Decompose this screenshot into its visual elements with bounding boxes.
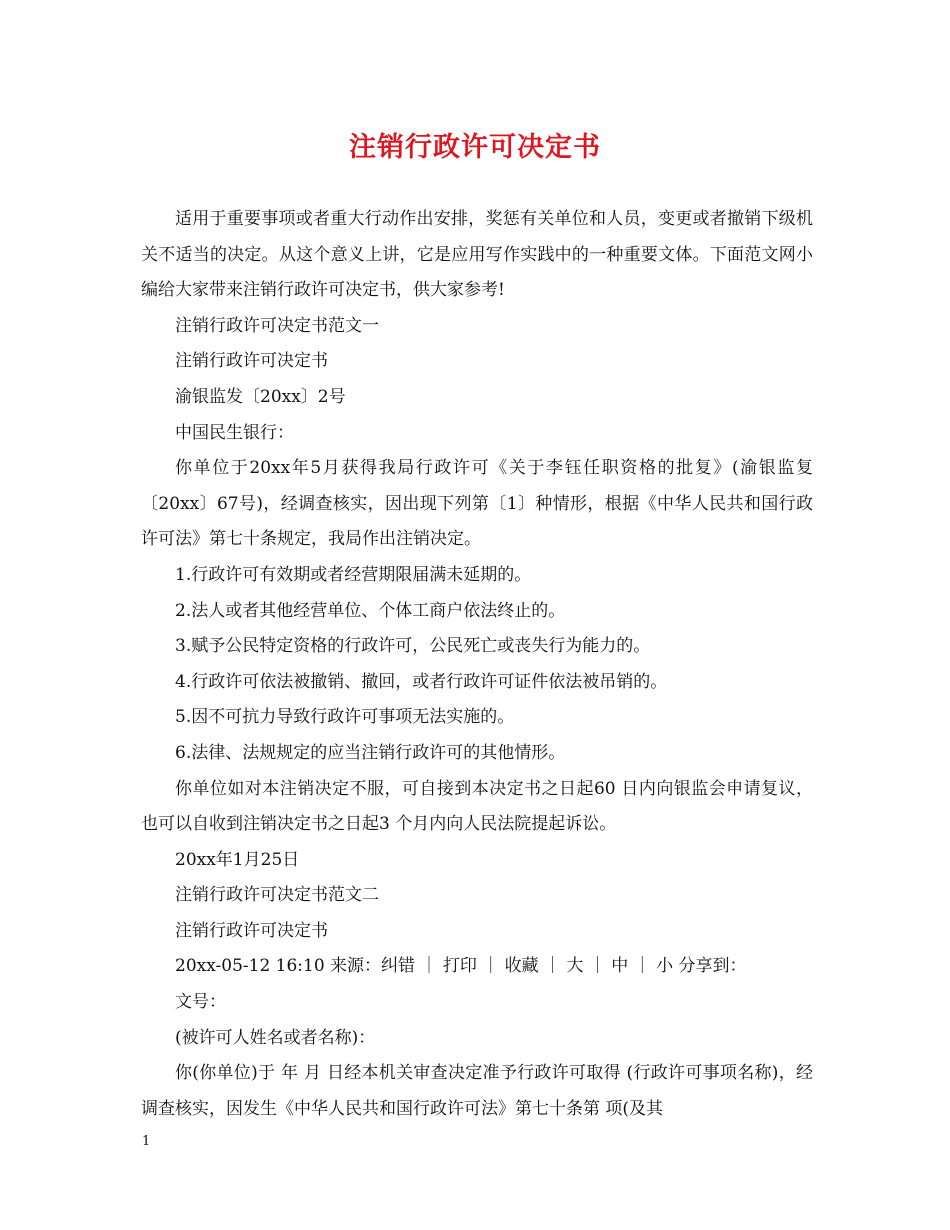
decision-title: 注销行政许可决定书: [175, 920, 328, 941]
decision-paragraph: 你(你单位)于 年 月 日经本机关审查决定准予行政许可取得 (行政许可事项名称)，经调查核实，因发生《中华人民共和国行政许可法》第七十条第 项(及其: [141, 1063, 813, 1119]
decision-paragraph: 你单位于20xx年5月获得我局行政许可《关于李钰任职资格的批复》(渝银监复〔20xx〕67号)，经调查核实，因出现下列第〔1〕种情形，根据《中华人民共和国行政许可法》第七十条规定，我局作出注销决定。: [141, 458, 813, 550]
list-item: 2.法人或者其他经营单位、个体工商户依法终止的。: [175, 600, 566, 621]
document-number-label: 文号：: [175, 992, 226, 1013]
decision-title: 注销行政许可决定书: [175, 351, 328, 372]
list-item: 5.因不可抗力导致行政许可事项无法实施的。: [175, 707, 515, 728]
list-item: 4.行政许可依法被撤销、撤回，或者行政许可证件依法被吊销的。: [175, 671, 668, 692]
list-item: 1.行政许可有效期或者经营期限届满未延期的。: [175, 564, 532, 585]
licensee-name-line: (被许可人姓名或者名称)：: [175, 1027, 376, 1048]
addressee: 中国民生银行：: [175, 422, 294, 443]
section-heading-sample-two: 注销行政许可决定书范文二: [175, 885, 379, 906]
list-item: 6.法律、法规规定的应当注销行政许可的其他情形。: [175, 742, 566, 763]
page-number: 1: [142, 1134, 151, 1149]
document-body: [141, 202, 813, 1127]
section-heading-sample-one: 注销行政许可决定书范文一: [175, 315, 379, 336]
document-number: 渝银监发〔20xx〕2号: [175, 386, 346, 407]
document-title: 注销行政许可决定书: [349, 132, 601, 163]
source-toolbar-line: 20xx-05-12 16:10 来源：纠错 ｜ 打印 ｜ 收藏 ｜ 大 ｜ 中 ｜ 小 分享到：: [175, 956, 747, 977]
appeal-paragraph: 你单位如对本注销决定不服，可自接到本决定书之日起60 日内向银监会申请复议，也可以自收到注销决定书之日起3 个月内向人民法院提起诉讼。: [141, 778, 813, 835]
intro-paragraph: 适用于重要事项或者重大行动作出安排，奖惩有关单位和人员，变更或者撤销下级机关不适当的决定。从这个意义上讲，它是应用写作实践中的一种重要文体。下面范文网小编给大家带来注销行政许可决定书，供大家参考!: [141, 209, 813, 301]
list-item: 3.赋予公民特定资格的行政许可，公民死亡或丧失行为能力的。: [175, 636, 651, 657]
date-line: 20xx年1月25日: [175, 849, 300, 870]
